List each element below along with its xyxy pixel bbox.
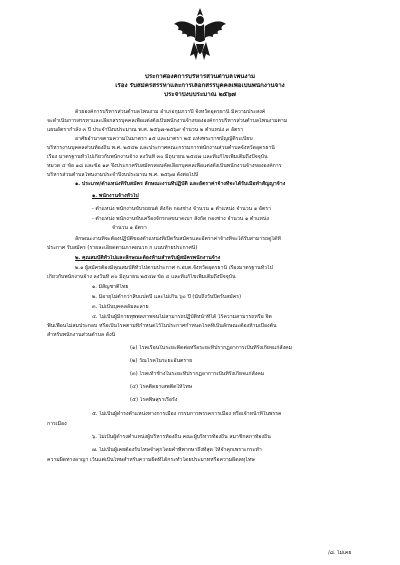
qualification-item: ๔. ไม่เป็นผู้มีกายทุพพลภาพจนไม่สามารถปฏิบัติหน้าที่ได้ ไร้ความสามารถหรือ จิต	[92, 314, 272, 320]
garuda-emblem-icon	[172, 4, 228, 68]
intro-line: แผนอัตรากำลัง ๓ ปี ประจำปีงบประมาณ พ.ศ. ๒๕๖๗-๒๕๖๙ จำนวน ๒ ตำแหน่ง ๓ อัตรา	[47, 127, 244, 133]
qualification-item: ๑. มีสัญชาติไทย	[92, 284, 129, 290]
intro-line: ด้วยองค์การบริหารส่วนตำบลโพนงาม อำเภอกุมภวาปี จังหวัดอุดรธานี มีความประสงค์	[75, 109, 266, 115]
org-title: ประกาศองค์การบริหารส่วนตำบลโพนงาม	[144, 74, 256, 80]
position-item: จำนวน ๑ อัตรา	[112, 225, 147, 231]
position-item: - ตำแหน่ง พนักงานขับรถยนต์ สังกัด กองช่าง จำนวน ๑ ตำแหน่ง จำนวน ๑ อัตรา	[92, 206, 271, 212]
qualification-item: สำหรับพนักงานส่วนตำบล ดังนี้	[47, 332, 116, 338]
qualification-item: ฟั่นเฟือนไม่สมประกอบ หรือเป็นโรคตามที่กำหนดไว้ในประกาศกำหนดโรคที่เป็นลักษณะต้องห้ามเบื้องต้น	[47, 323, 277, 329]
continue-marker: /๘. ไม่เคย	[328, 550, 352, 556]
qualification-item: การเมือง	[47, 421, 67, 427]
section-1-subtitle: ๑. พนักงานจ้างทั่วไป	[92, 193, 139, 199]
qualification-item: ๕. ไม่เป็นผู้ดำรงตำแหน่งทางการเมือง กรรมการพรรคการเมือง หรือเจ้าหน้าที่ในพรรค	[92, 411, 282, 417]
intro-line: เรื่อง มาตรฐานทั่วไปเกี่ยวกับพนักงานจ้าง ลงวันที่ ๓๐ มิถุนายน ๒๕๔๗ และที่แก้ไขเพิ่มเติมถึงปัจจุบัน	[47, 154, 268, 160]
qualification-item: ความผิดทางอาญา เว้นแต่เป็นโทษสำหรับความผิดที่ได้กระทำโดยประมาทหรือความผิดลหุโทษ	[47, 457, 255, 463]
section-1-note: ประกาศ รับสมัคร (รายละเอียดตามภาคผนวก ก แนบท้ายประกาศนี้)	[47, 245, 198, 251]
qualification-item: ๖. ไม่เป็นผู้ดำรงตำแหน่งผู้บริหารท้องถิ่น คณะผู้บริหารท้องถิ่น สมาชิกสภาท้องถิ่น	[92, 434, 271, 440]
qualification-item: ๓. ไม่เป็นบุคคลล้มละลาย	[92, 304, 149, 310]
fiscal-year-title: ประจำปีงบประมาณ ๒๕๖๗	[164, 92, 236, 98]
qualification-item: ๗. ไม่เป็นผู้เคยต้องรับโทษจำคุกโดยคำพิพากษาถึงที่สุด ให้จำคุกเพราะกระทำ	[92, 447, 262, 453]
intro-line: จะดำเนินการสรรหาและเลือกสรรบุคคลเพื่อแต่งตั้งเป็นพนักงานจ้างขององค์การบริหารส่วนตำบลโพนงามตาม	[47, 118, 288, 124]
intro-line: หมวด ๔ ข้อ ๑๘ และข้อ ๑๙ จึงประกาศรับสมัครสอบคัดเลือกบุคคลเพื่อแต่งตั้งเป็นพนักงานจ้างขององค์การ	[47, 163, 282, 169]
subject-title: เรื่อง รับสมัครสรรหาและการเลือกสรรบุคคลเพื่อเป็นพนักงานจ้าง	[115, 83, 285, 89]
intro-line: อาศัยอำนาจตามความในมาตรา ๑๕ และมาตรา ๒๕ แห่งพระราชบัญญัติระเบียบ	[75, 136, 253, 142]
qualification-item: ๒. มีอายุไม่ต่ำกว่าสิบแปดปี และไม่เกิน ๖๐ ปี (นับถึงวันปิดรับสมัคร)	[92, 294, 241, 300]
disease-item: (๔) โรคติดยาเสพติดให้โทษ	[130, 384, 193, 390]
section-2-intro: ๒.๑ ผู้สมัครต้องมีคุณสมบัติทั่วไปตามประกาศ ก.อบต.จังหวัดอุดรธานี เรื่องมาตรฐานทั่วไป	[75, 265, 273, 271]
disease-item: (๓) โรคเท้าช้างในระยะที่ปรากฏอาการเป็นที่รังเกียจแก่สังคม	[130, 371, 265, 377]
intro-line: บริหารส่วนตำบลโพนงามประจำปีงบประมาณ พ.ศ. ๒๕๖๗ ดังต่อไปนี้	[47, 172, 199, 178]
disease-item: (๒) วัณโรคในระยะอันตราย	[130, 358, 193, 364]
section-2-intro: เกี่ยวกับพนักงานจ้าง ลงวันที่ ๓๐ มิถุนายน ๒๕๔๗ ข้อ ๔ และที่แก้ไขเพิ่มเติมถึงปัจจุบัน	[47, 274, 236, 280]
disease-item: (๑) โรคเรื้อนในระยะติดต่อหรือระยะที่ปรากฏอาการเป็นที่รังเกียจแก่สังคม	[130, 345, 292, 351]
disease-item: (๕) โรคพิษสุราเรื้อรัง	[130, 397, 178, 403]
section-1-note: ลักษณะงานที่จะต้องปฏิบัติของตำแหน่งที่เปิดรับสมัครและอัตราค่าจ้างที่จะได้รับสามารถดูได้ที่	[75, 236, 281, 242]
section-2-title: ๒. คุณสมบัติทั่วไปและลักษณะต้องห้ามสำหรับผู้สมัครพนักงานจ้าง	[75, 255, 221, 261]
intro-line: บริหารงานบุคคลส่วนท้องถิ่น พ.ศ. ๒๕๔๒ และประกาศคณะกรรมการพนักงานส่วนตำบลจังหวัดอุดรธานี	[47, 145, 275, 151]
position-item: - ตำแหน่ง พนักงานขับเครื่องจักรกลขนาดเบา สังกัด กองช่าง จำนวน ๑ ตำแหน่ง	[92, 216, 270, 222]
section-1-title: ๑. ประเภท/ตำแหน่งที่รับสมัคร ลักษณะงานที่ปฏิบัติ และอัตราค่าจ้างที่จะได้รับเมื่อทำสัญญาจ้าง	[75, 181, 286, 187]
